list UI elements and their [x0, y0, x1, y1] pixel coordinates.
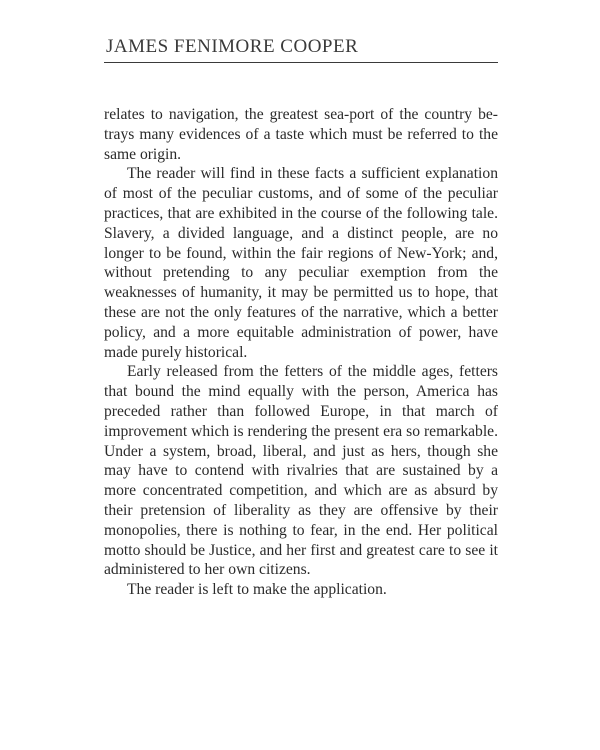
paragraph-1: relates to navigation, the greatest sea-port of the country betrays many evidences of a taste which must be referred to the same origin. — [104, 106, 498, 163]
paragraph-2: The reader will find in these facts a sufficient explanation of most of the peculiar customs, and of some of the peculiar practices, that are exhibited in the course of the following tale. Slavery, a divided language, and a distinct people, are no longer to be found, within the fair regions of New-York; and, without pretending to any peculiar exemption from the weaknesses of humanity, it may be permitted us to hope, that these are not the only features of the narrative, which a better policy, and a more equitable administration of power, have made purely historical. — [104, 165, 498, 361]
book-page — [104, 34, 498, 600]
paragraph-4: The reader is left to make the application. — [127, 581, 387, 599]
running-head: JAMES FENIMORE COOPER — [106, 36, 359, 57]
paragraph-3: Early released from the fetters of the middle ages, fetters that bound the mind equally with the person, America has preceded rather than followed Europe, in that march of improvement which is rendering the present era so remarkable. Under a system, broad, liberal, and just as hers, though she may have to contend with rivalries that are sustained by a more concentrated competition, and which are as absurd by their pretension of liberality as they are offensive by their monopolies, there is nothing to fear, in the end. Her political motto should be Justice, and her first and greatest care to see it administered to her own citizens. — [104, 363, 498, 579]
body-text — [104, 105, 498, 600]
header-rule — [104, 62, 498, 63]
